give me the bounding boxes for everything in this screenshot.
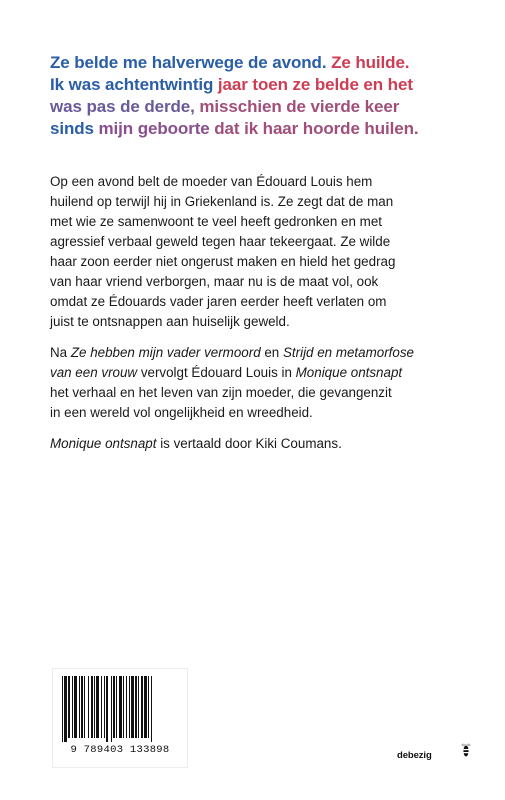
barcode-bar	[88, 676, 89, 738]
quote-line-1	[50, 52, 470, 74]
blurb-line: het verhaal en het leven van zijn moeder, die gevangenzit	[50, 385, 392, 400]
barcode-bar	[138, 676, 139, 738]
publisher-name: debezig	[397, 750, 432, 761]
book-title: Ze hebben mijn vader vermoord	[70, 345, 261, 360]
barcode-bar	[131, 676, 134, 738]
quote-segment: misschien de vierde keer	[194, 97, 400, 116]
blurb-line: in een wereld vol ongelijkheid en wreedheid.	[50, 405, 313, 420]
barcode-bar	[135, 676, 137, 738]
blurb-line: met wie ze samenwoont te veel heeft gedronken en met	[50, 214, 382, 229]
barcode-bar	[116, 676, 117, 738]
blurb-line: Op een avond belt de moeder van Édouard Louis hem	[50, 174, 373, 189]
blurb-line: van haar vriend verborgen, maar nu is de maat vol, ook	[50, 274, 379, 289]
barcode-bar	[144, 676, 147, 738]
blurb-line: haar zoon eerder niet ongerust maken en hield het gedrag	[50, 254, 396, 269]
blurb-text-run: en	[260, 345, 283, 360]
isbn-number: 9 789403 133898	[70, 744, 170, 756]
book-title: Monique ontsnapt	[50, 436, 157, 451]
blurb-text-run: Na	[50, 345, 71, 360]
blurb-line	[50, 434, 470, 454]
quote-line-2	[50, 74, 470, 96]
barcode-bar	[104, 676, 105, 738]
blurb-text-run: is vertaald door Kiki Coumans.	[156, 436, 342, 451]
barcode-bar	[126, 676, 127, 738]
blurb-text	[50, 172, 470, 465]
barcode-bar	[101, 676, 102, 738]
quote-segment: sinds	[50, 119, 94, 138]
barcode	[52, 668, 188, 768]
blurb-line	[50, 343, 470, 363]
blurb-paragraph-1	[50, 172, 470, 332]
bee-icon	[461, 741, 471, 759]
barcode-bar	[148, 676, 149, 738]
blurb-paragraph-3	[50, 434, 470, 454]
quote-segment: Ik was achtentwintig	[50, 75, 214, 94]
blurb-line: agressief verbaal geweld tegen haar tekeergaat. Ze wilde	[50, 234, 391, 249]
blurb-text-run: vervolgt Édouard Louis in	[137, 365, 296, 380]
barcode-bar	[64, 676, 67, 742]
quote-segment: Ze huilde.	[326, 53, 410, 72]
barcode-bar	[96, 676, 99, 738]
book-title: van een vrouw	[50, 365, 138, 380]
blurb-line	[50, 363, 470, 383]
book-title: Strijd en metamorfose	[282, 345, 414, 360]
barcode-bar	[111, 676, 112, 742]
barcode-bar	[72, 676, 73, 738]
barcode-bar	[91, 676, 93, 738]
book-title: Monique ontsnapt	[295, 365, 403, 380]
quote-segment: dat ik haar hoorde huilen.	[209, 119, 419, 138]
blurb-line: huilend op terwijl hij in Griekenland is. Ze zegt dat de man	[50, 194, 394, 209]
barcode-bar	[129, 676, 130, 738]
quote-segment: jaar toen ze belde en het	[213, 75, 413, 94]
barcode-bar	[74, 676, 77, 738]
barcode-bar	[94, 676, 95, 738]
barcode-bar	[62, 676, 63, 742]
barcode-bar	[123, 676, 124, 738]
barcode-bar	[84, 676, 85, 738]
blurb-line: omdat ze Édouards vader jaren eerder heeft verlaten om	[50, 294, 387, 309]
barcode-bar	[79, 676, 80, 738]
quote-segment: mijn geboorte	[93, 119, 210, 138]
barcode-bar	[81, 676, 83, 738]
barcode-bar	[141, 676, 143, 738]
cover-quote	[50, 52, 470, 140]
barcode-bar	[119, 676, 122, 738]
barcode-bars	[62, 676, 178, 742]
barcode-bar	[151, 676, 152, 742]
quote-segment: was pas de derde,	[50, 97, 195, 116]
quote-line-4	[50, 118, 470, 140]
barcode-bar	[113, 676, 115, 738]
quote-line-3	[50, 96, 470, 118]
blurb-paragraph-2	[50, 343, 470, 423]
blurb-line: juist te ontsnappen aan huiselijk geweld.	[50, 314, 290, 329]
quote-segment: Ze belde me halverwege de avond.	[50, 53, 327, 72]
barcode-bar	[106, 676, 108, 742]
barcode-bar	[68, 676, 70, 738]
